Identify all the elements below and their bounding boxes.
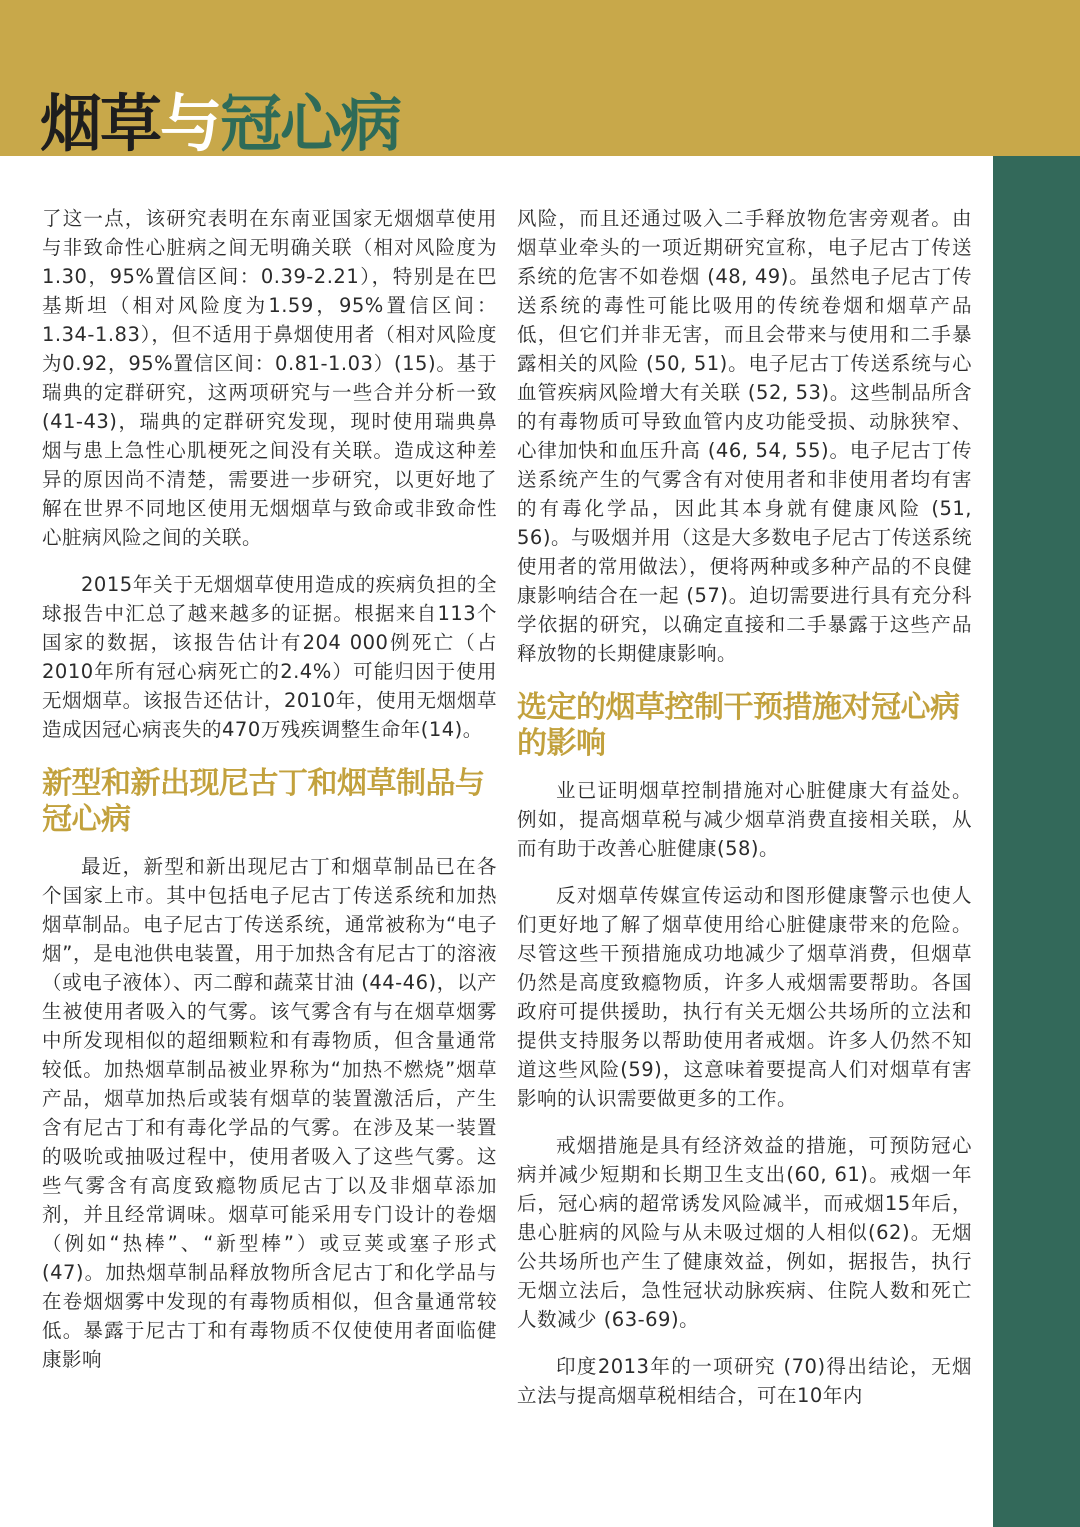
decorative-sidebar	[993, 156, 1080, 1527]
paragraph: 戒烟措施是具有经济效益的措施，可预防冠心病并减少短期和长期卫生支出(60, 61)。戒烟一年后，冠心病的超常诱发风险减半，而戒烟15年后，患心脏病的风险与从未吸过烟的人相似(62)。无烟公共场所也产生了健康效益，例如，据报告，执行无烟立法后，急性冠状动脉疾病、住院人数和死亡人数减少 (63-69)。	[517, 1134, 972, 1331]
paragraph: 风险，而且还通过吸入二手释放物危害旁观者。由烟草业牵头的一项近期研究宣称，电子尼古丁传送系统的危害不如卷烟 (48, 49)。虽然电子尼古丁传送系统的毒性可能比吸用的传统卷烟和烟草产品低，但它们并非无害，而且会带来与使用和二手暴露相关的风险 (50, 51)。电子尼古丁传送系统与心血管疾病风险增大有关联 (52, 53)。这些制品所含的有毒物质可导致血管内皮功能受损、动脉狭窄、心律加快和血压升高 (46, 54, 55)。电子尼古丁传送系统产生的气雾含有对使用者和非使用者均有害的有毒化学品，因此其本身就有健康风险 (51, 56)。与吸烟并用（这是大多数电子尼古丁传送系统使用者的常用做法），便将两种或多种产品的不良健康影响结合在一起 (57)。迫切需要进行具有充分科学依据的研究，以确定直接和二手暴露于这些产品释放物的长期健康影响。	[517, 207, 972, 665]
paragraph: 了这一点，该研究表明在东南亚国家无烟烟草使用与非致命性心脏病之间无明确关联（相对风险度为1.30，95%置信区间：0.39-2.21），特别是在巴基斯坦（相对风险度为1.59，95%置信区间：1.34-1.83），但不适用于鼻烟使用者（相对风险度为0.92，95%置信区间：0.81-1.03）(15)。基于瑞典的定群研究，这两项研究与一些合并分析一致(41-43)，瑞典的定群研究发现，现时使用瑞典鼻烟与患上急性心肌梗死之间没有关联。造成这种差异的原因尚不清楚，需要进一步研究，以更好地了解在世界不同地区使用无烟烟草与致命或非致命性心脏病风险之间的关联。	[42, 207, 497, 549]
spacer	[517, 1334, 972, 1352]
title-part-chd: 冠心病	[220, 86, 401, 160]
header-band	[0, 0, 1080, 160]
paragraph: 2015年关于无烟烟草使用造成的疾病负担的全球报告中汇总了越来越多的证据。根据来自113个国家的数据，该报告估计有204 000例死亡（占2010年所有冠心病死亡的2.4%）可能归因于使用无烟烟草。该报告还估计，2010年，使用无烟烟草造成因冠心病丧失的470万残疾调整生命年(14)。	[42, 573, 497, 741]
section-heading-interventions: 选定的烟草控制干预措施对冠心病的影响	[517, 690, 960, 761]
page-title	[40, 88, 400, 160]
right-column	[517, 204, 972, 1410]
spacer	[517, 863, 972, 881]
spacer	[42, 552, 497, 570]
title-part-tobacco: 烟草	[40, 86, 161, 160]
paragraph: 业已证明烟草控制措施对心脏健康大有益处。例如，提高烟草税与减少烟草消费直接相关联，从而有助于改善心脏健康(58)。	[517, 779, 972, 860]
spacer	[517, 1113, 972, 1131]
paragraph: 最近，新型和新出现尼古丁和烟草制品已在各个国家上市。其中包括电子尼古丁传送系统和加热烟草制品。电子尼古丁传送系统，通常被称为“电子烟”，是电池供电装置，用于加热含有尼古丁的溶液（或电子液体）、丙二醇和蔬菜甘油 (44-46)，以产生被使用者吸入的气雾。该气雾含有与在烟草烟雾中所发现相似的超细颗粒和有毒物质，但含量通常较低。加热烟草制品被业界称为“加热不燃烧”烟草产品，烟草加热后或装有烟草的装置激活后，产生含有尼古丁和有毒化学品的气雾。在涉及某一装置的吸吮或抽吸过程中，使用者吸入了这些气雾。这些气雾含有高度致瘾物质尼古丁以及非烟草添加剂，并且经常调味。烟草可能采用专门设计的卷烟（例如“热棒”、“新型棒”）或豆荚或塞子形式(47)。加热烟草制品释放物所含尼古丁和化学品与在卷烟烟雾中发现的有毒物质相似，但含量通常较低。暴露于尼古丁和有毒物质不仅使使用者面临健康影响	[42, 855, 497, 1371]
left-column	[42, 204, 497, 1374]
section-heading-novel-products: 新型和新出现尼古丁和烟草制品与冠心病	[42, 766, 485, 837]
paragraph: 反对烟草传媒宣传运动和图形健康警示也使人们更好地了解了烟草使用给心脏健康带来的危险。尽管这些干预措施成功地减少了烟草消费，但烟草仍然是高度致瘾物质，许多人戒烟需要帮助。各国政府可提供援助，执行有关无烟公共场所的立法和提供支持服务以帮助使用者戒烟。许多人仍然不知道这些风险(59)，这意味着要提高人们对烟草有害影响的认识需要做更多的工作。	[517, 884, 972, 1110]
title-part-and: 与	[160, 86, 221, 160]
paragraph: 印度2013年的一项研究 (70)得出结论，无烟立法与提高烟草税相结合，可在10年内	[517, 1355, 972, 1407]
